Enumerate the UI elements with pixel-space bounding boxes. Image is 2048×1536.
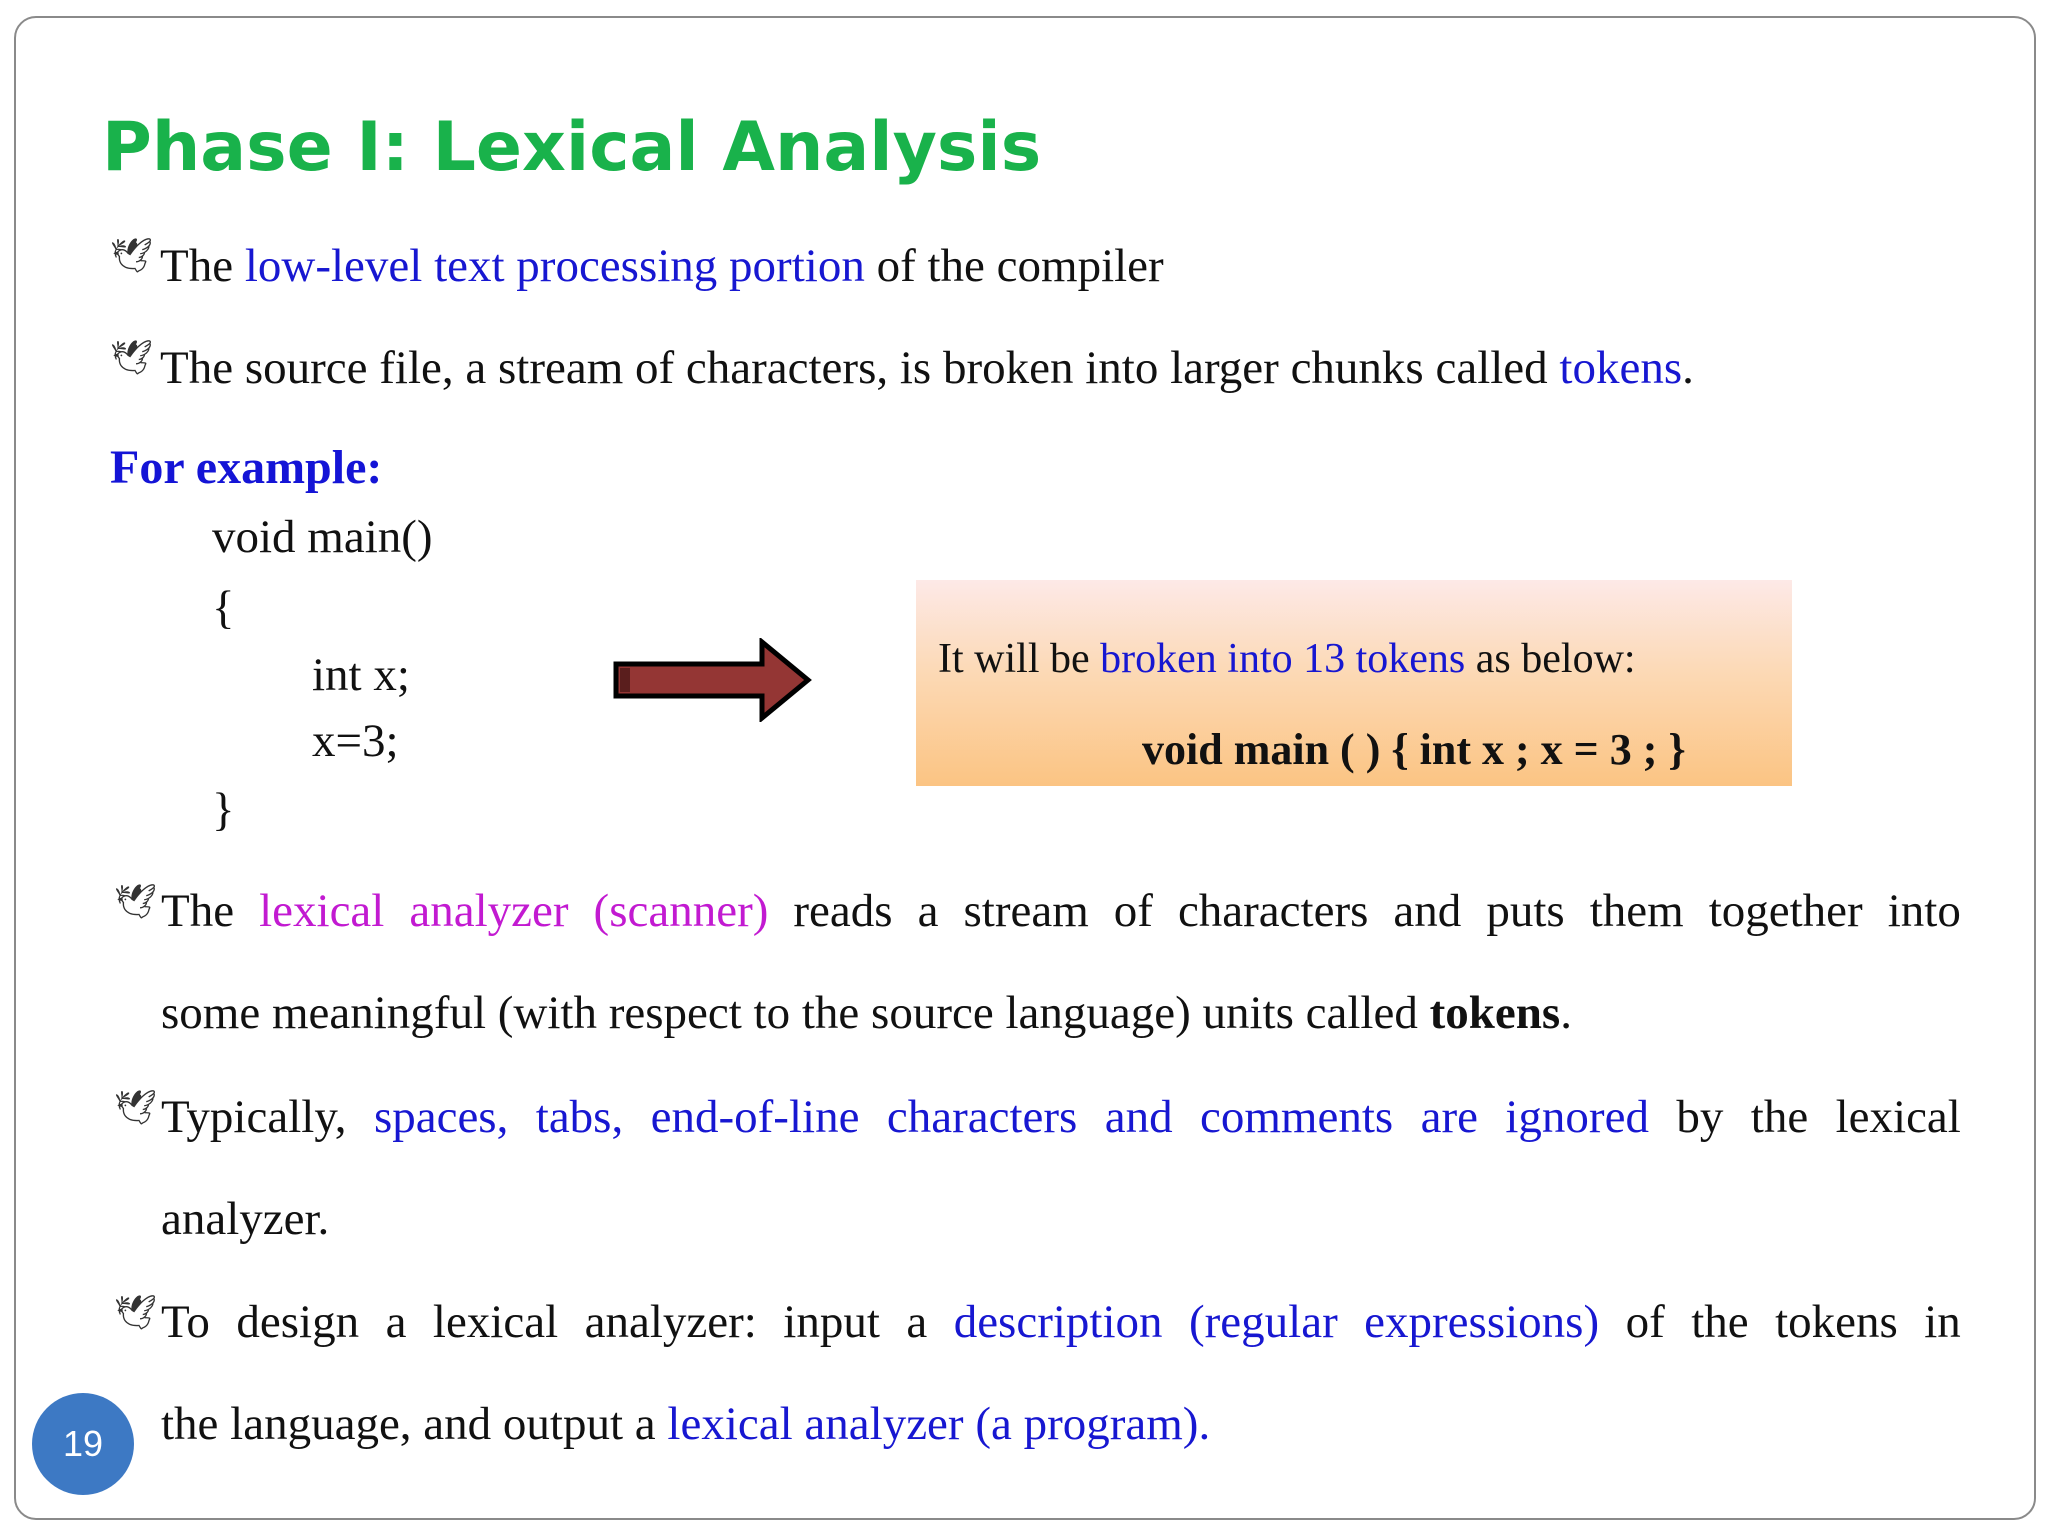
bullet-5-line-1 xyxy=(161,1296,1961,1348)
word: design xyxy=(236,1296,360,1348)
word: lexical xyxy=(1835,1091,1961,1143)
bullet-3-line-1 xyxy=(161,885,1961,937)
word: tokens xyxy=(1775,1296,1898,1348)
code-line-4: x=3; xyxy=(312,715,399,767)
word: end-of-line xyxy=(650,1091,860,1143)
right-arrow-icon xyxy=(612,638,812,722)
page-number-badge: 19 xyxy=(32,1393,134,1495)
word: the xyxy=(1691,1296,1749,1348)
word: spaces, xyxy=(373,1091,509,1143)
slide-title: Phase I: Lexical Analysis xyxy=(102,108,1042,187)
word: by xyxy=(1676,1091,1724,1143)
word: them xyxy=(1589,885,1684,937)
dove-icon: 🕊 xyxy=(110,340,154,377)
bullet-2: 🕊 The source file, a stream of characters, is broken into larger chunks called tokens. xyxy=(110,340,1694,394)
word: analyzer xyxy=(409,885,569,937)
bullet-3-line-2: some meaningful (with respect to the source language) units called tokens. xyxy=(161,987,1572,1039)
word: characters xyxy=(1177,885,1369,937)
token-list: void main ( ) { int x ; x = 3 ; } xyxy=(1142,725,1686,774)
word: (regular xyxy=(1188,1296,1338,1348)
word: description xyxy=(953,1296,1163,1348)
word: input xyxy=(783,1296,880,1348)
bullet-1: 🕊 The low-level text processing portion of the compiler xyxy=(110,238,1164,292)
word: comments xyxy=(1200,1091,1394,1143)
dove-icon: 🕊 xyxy=(110,238,154,275)
word: ignored xyxy=(1505,1091,1649,1143)
word: lexical xyxy=(432,1296,559,1348)
word: analyzer: xyxy=(584,1296,757,1348)
word: reads xyxy=(793,885,893,937)
word: (scanner) xyxy=(593,885,769,937)
bullet-5-line-2: the language, and output a lexical analyzer (a program). xyxy=(161,1398,1211,1450)
bullet-4-line-2: analyzer. xyxy=(161,1193,330,1245)
word: a xyxy=(906,1296,928,1348)
word: puts xyxy=(1486,885,1565,937)
dove-icon: 🕊 xyxy=(114,1295,158,1332)
code-line-1: void main() xyxy=(212,511,433,563)
word: expressions) xyxy=(1364,1296,1600,1348)
word: and xyxy=(1393,885,1462,937)
word: of xyxy=(1625,1296,1665,1348)
word: and xyxy=(1104,1091,1173,1143)
word: To xyxy=(161,1296,210,1348)
word: lexical xyxy=(259,885,385,937)
code-line-3: int x; xyxy=(312,649,410,701)
word: of xyxy=(1113,885,1153,937)
bullet-4-line-1 xyxy=(161,1091,1961,1143)
word: a xyxy=(385,1296,407,1348)
word: a xyxy=(917,885,939,937)
dove-icon: 🕊 xyxy=(114,884,158,921)
word: in xyxy=(1924,1296,1961,1348)
code-line-5: } xyxy=(212,784,235,836)
word: stream xyxy=(963,885,1089,937)
word: the xyxy=(1750,1091,1809,1143)
word: characters xyxy=(886,1091,1078,1143)
word: are xyxy=(1420,1091,1478,1143)
word: together xyxy=(1708,885,1863,937)
example-label: For example: xyxy=(110,441,383,494)
word: tabs, xyxy=(535,1091,624,1143)
dove-icon: 🕊 xyxy=(114,1090,158,1127)
token-box xyxy=(916,580,1792,786)
code-line-2: { xyxy=(212,582,235,634)
word: The xyxy=(161,885,235,937)
word: into xyxy=(1887,885,1961,937)
token-box-caption: It will be broken into 13 tokens as below: xyxy=(938,636,1636,682)
word: Typically, xyxy=(161,1091,347,1143)
